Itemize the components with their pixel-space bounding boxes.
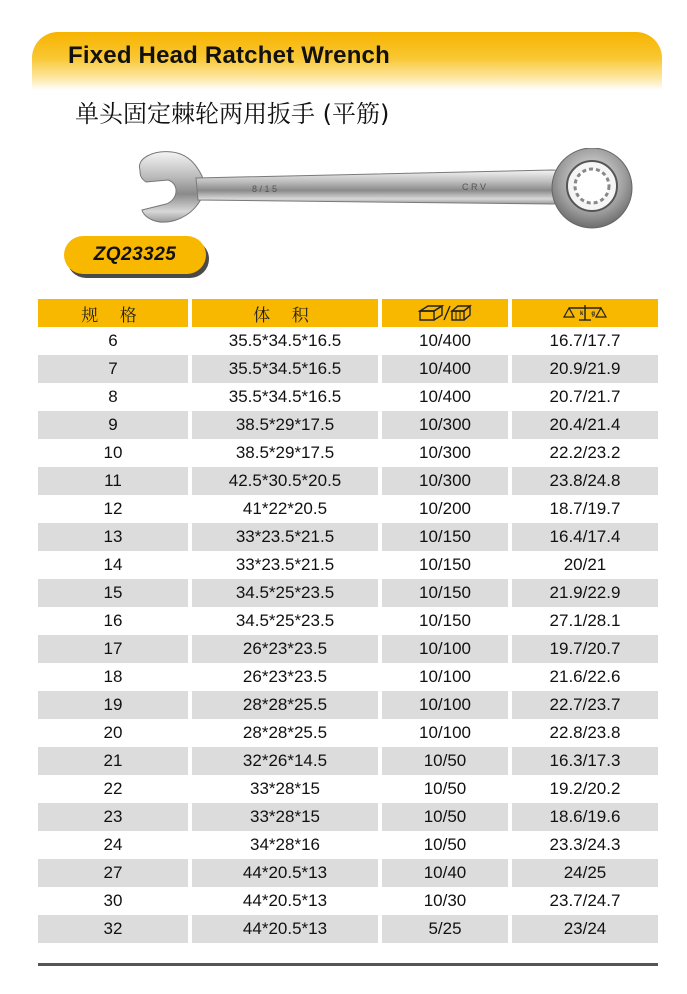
header-volume: 体 积 <box>192 299 378 327</box>
weight-cell: 16.7/17.7 <box>549 331 621 350</box>
packing-cell: 10/100 <box>382 691 508 719</box>
packing-cell: 10/150 <box>419 611 471 630</box>
volume-cell: 33*23.5*21.5 <box>192 523 378 551</box>
volume-cell: 35.5*34.5*16.5 <box>228 387 342 406</box>
weight-cell: 23/24 <box>512 915 658 943</box>
volume-cell: 34.5*25*23.5 <box>235 611 335 630</box>
packing-cell: 10/400 <box>419 387 471 406</box>
spec-cell: 9 <box>38 411 188 439</box>
packing-cell: 10/40 <box>382 859 508 887</box>
table-row <box>38 327 658 355</box>
spec-cell: 14 <box>103 555 123 574</box>
volume-cell: 35.5*34.5*16.5 <box>192 355 378 383</box>
weight-cell: 20.7/21.7 <box>549 387 621 406</box>
spec-cell: 10 <box>103 443 123 462</box>
header-packing <box>382 299 508 327</box>
weight-cell: 20.9/21.9 <box>512 355 658 383</box>
product-code-badge <box>64 236 206 274</box>
table-row <box>38 691 658 719</box>
spec-cell: 16 <box>103 611 123 630</box>
packing-cell: 5/25 <box>382 915 508 943</box>
table-row <box>38 747 658 775</box>
volume-cell: 33*28*15 <box>192 803 378 831</box>
weight-cell: 22.2/23.2 <box>549 443 621 462</box>
packing-cell: 10/150 <box>382 579 508 607</box>
spec-cell: 32 <box>38 915 188 943</box>
spec-cell: 24 <box>103 835 123 854</box>
spec-cell: 27 <box>38 859 188 887</box>
volume-cell: 34*28*16 <box>250 835 320 854</box>
spec-table <box>38 299 658 943</box>
volume-cell: 26*23*23.5 <box>192 635 378 663</box>
spec-cell: 17 <box>38 635 188 663</box>
weight-cell: 21.9/22.9 <box>512 579 658 607</box>
weight-cell: 16.3/17.3 <box>512 747 658 775</box>
spec-cell: 23 <box>38 803 188 831</box>
packing-cell: 10/150 <box>382 523 508 551</box>
header-weight <box>512 299 658 327</box>
table-row <box>38 467 658 495</box>
packing-cell: 10/50 <box>423 779 467 798</box>
packing-cell: 10/50 <box>382 803 508 831</box>
page-title: Fixed Head Ratchet Wrench <box>68 42 390 69</box>
volume-cell: 26*23*23.5 <box>242 667 328 686</box>
table-row <box>38 803 658 831</box>
weight-cell: 20/21 <box>563 555 607 574</box>
table-row <box>38 383 658 411</box>
spec-cell: 8 <box>108 387 118 406</box>
table-row <box>38 579 658 607</box>
packing-cell: 10/50 <box>423 835 467 854</box>
packing-cell: 10/400 <box>382 355 508 383</box>
packing-cell: 10/50 <box>382 747 508 775</box>
packing-cell: 10/300 <box>382 411 508 439</box>
spec-cell: 22 <box>103 779 123 798</box>
combination-ratchet-wrench-illustration <box>132 148 642 230</box>
volume-cell: 41*22*20.5 <box>242 499 328 518</box>
table-row <box>38 551 658 579</box>
weight-cell: 22.7/23.7 <box>512 691 658 719</box>
packing-cell: 10/300 <box>382 467 508 495</box>
weight-cell: 23.7/24.7 <box>549 891 621 910</box>
packing-cell: 10/200 <box>419 499 471 518</box>
table-row <box>38 495 658 523</box>
volume-cell: 42.5*30.5*20.5 <box>192 467 378 495</box>
weight-cell: 24/25 <box>512 859 658 887</box>
table-row <box>38 439 658 467</box>
packing-cell: 10/100 <box>382 635 508 663</box>
volume-cell: 34.5*25*23.5 <box>192 579 378 607</box>
packing-cell: 10/30 <box>423 891 467 910</box>
packing-cell: 10/100 <box>419 723 471 742</box>
table-row <box>38 719 658 747</box>
table-body <box>38 327 658 943</box>
spec-cell: 15 <box>38 579 188 607</box>
packing-cell: 10/150 <box>419 555 471 574</box>
svg-text:8 / 1 5: 8 / 1 5 <box>252 184 278 194</box>
table-row <box>38 635 658 663</box>
weight-cell: 23.3/24.3 <box>549 835 621 854</box>
weight-cell: 18.6/19.6 <box>512 803 658 831</box>
weight-cell: 20.4/21.4 <box>512 411 658 439</box>
spec-cell: 6 <box>108 331 118 350</box>
svg-text:C R V: C R V <box>462 182 487 192</box>
product-code: ZQ23325 <box>93 244 177 265</box>
spec-cell: 19 <box>38 691 188 719</box>
weight-cell: 19.7/20.7 <box>512 635 658 663</box>
box-pack-icon <box>418 303 472 323</box>
volume-cell: 38.5*29*17.5 <box>235 443 335 462</box>
spec-cell: 21 <box>38 747 188 775</box>
scale-kg-icon <box>561 303 609 323</box>
header-spec: 规 格 <box>38 299 188 327</box>
spec-cell: 30 <box>103 891 123 910</box>
table-row <box>38 411 658 439</box>
table-row <box>38 523 658 551</box>
volume-cell: 44*20.5*13 <box>192 915 378 943</box>
weight-cell: 23.8/24.8 <box>512 467 658 495</box>
svg-text:kg: kg <box>580 311 604 317</box>
weight-cell: 16.4/17.4 <box>512 523 658 551</box>
table-row <box>38 831 658 859</box>
spec-cell: 11 <box>38 467 188 495</box>
volume-cell: 28*28*25.5 <box>242 723 328 742</box>
table-row <box>38 663 658 691</box>
weight-cell: 18.7/19.7 <box>549 499 621 518</box>
spec-cell: 12 <box>103 499 123 518</box>
volume-cell: 38.5*29*17.5 <box>192 411 378 439</box>
volume-cell: 35.5*34.5*16.5 <box>228 331 342 350</box>
weight-cell: 27.1/28.1 <box>549 611 621 630</box>
weight-cell: 21.6/22.6 <box>549 667 621 686</box>
table-row <box>38 607 658 635</box>
spec-cell: 7 <box>38 355 188 383</box>
packing-cell: 10/100 <box>419 667 471 686</box>
page-subtitle-cn: 单头固定棘轮两用扳手 (平筋) <box>75 100 390 128</box>
weight-cell: 19.2/20.2 <box>549 779 621 798</box>
volume-cell: 33*23.5*21.5 <box>235 555 335 574</box>
table-row <box>38 775 658 803</box>
table-header <box>38 299 658 327</box>
packing-cell: 10/400 <box>419 331 471 350</box>
bottom-divider <box>38 963 658 966</box>
table-row <box>38 859 658 887</box>
spec-cell: 20 <box>103 723 123 742</box>
weight-cell: 22.8/23.8 <box>549 723 621 742</box>
table-row <box>38 915 658 943</box>
volume-cell: 28*28*25.5 <box>192 691 378 719</box>
table-row <box>38 355 658 383</box>
spec-cell: 13 <box>38 523 188 551</box>
volume-cell: 32*26*14.5 <box>192 747 378 775</box>
volume-cell: 44*20.5*13 <box>242 891 328 910</box>
packing-cell: 10/300 <box>419 443 471 462</box>
spec-cell: 18 <box>103 667 123 686</box>
volume-cell: 44*20.5*13 <box>192 859 378 887</box>
table-row <box>38 887 658 915</box>
volume-cell: 33*28*15 <box>250 779 320 798</box>
